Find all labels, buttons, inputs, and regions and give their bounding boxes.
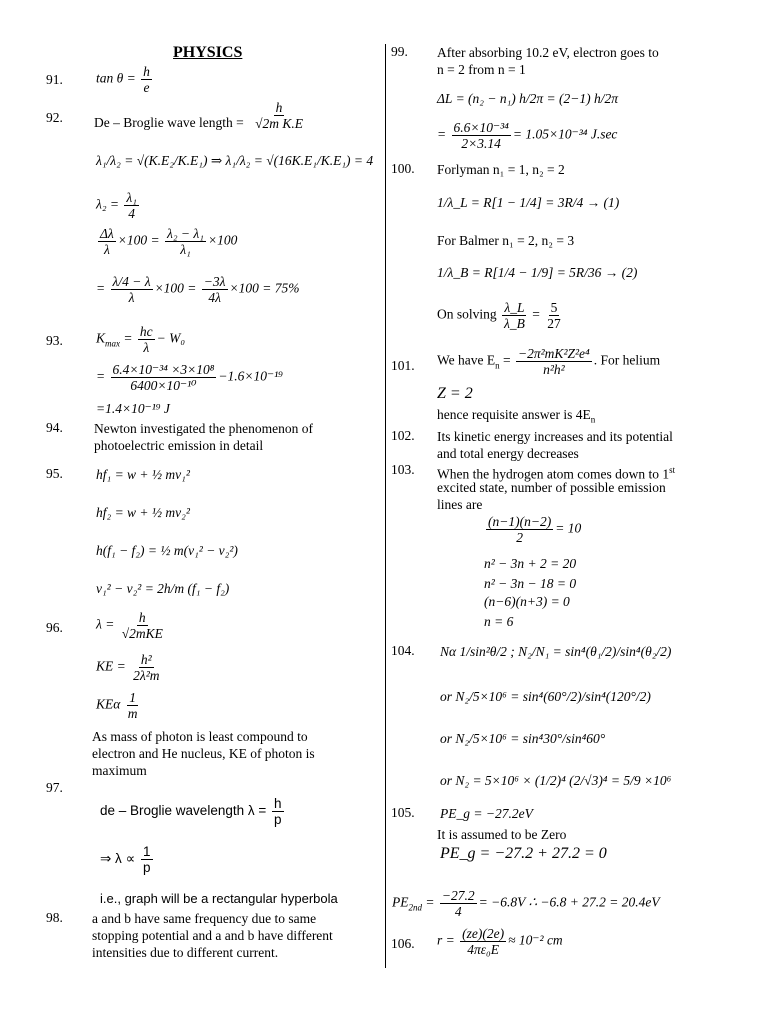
question-number: 105. bbox=[391, 805, 415, 820]
equation: KE = $\frac{\text{h²}}{\text{2λ²m}}$ bbox=[96, 652, 160, 683]
equation: hf₂ = w + ½ mv₂² bbox=[96, 505, 190, 520]
text-line: excited state, number of possible emission bbox=[437, 480, 666, 495]
text-line: When the hydrogen atom comes down to 1st bbox=[437, 465, 676, 482]
text-line: Its kinetic energy increases and its potential bbox=[437, 429, 673, 444]
text-line: and total energy decreases bbox=[437, 446, 579, 461]
equation: λ₂ = $\frac{\text{λ₁}}{4}$ bbox=[96, 190, 137, 221]
page-title: PHYSICS bbox=[173, 44, 243, 61]
equation: PE_g = −27.2eV bbox=[440, 806, 533, 821]
equation: 1/λ_B = R[1/4 − 1/9] = 5R/36 → (2) bbox=[437, 265, 638, 280]
text-line: As mass of photon is least compound to bbox=[92, 729, 308, 744]
equation: =1.4×10⁻¹⁹ J bbox=[96, 401, 170, 416]
equation: λ = $\frac{h}{\text{√2mKE}}$ bbox=[96, 610, 163, 641]
equation: v₁² − v₂² = 2h/m (f₁ − f₂) bbox=[96, 581, 230, 596]
text-line: a and b have same frequency due to same bbox=[92, 911, 317, 926]
text-line: i.e., graph will be a rectangular hyperbola bbox=[100, 891, 338, 906]
question-number: 94. bbox=[46, 420, 63, 435]
equation: PE_g = −27.2 + 27.2 = 0 bbox=[440, 845, 607, 862]
text-line: maximum bbox=[92, 763, 147, 778]
equation: $\frac{(n-1)(n-2)}{2}$ = 10 bbox=[488, 514, 582, 545]
question-number: 100. bbox=[391, 161, 415, 176]
equation: Nα 1/sin²θ/2 ; N₂/N₁ = sin⁴(θ₁/2)/sin⁴(θ₂/2) bbox=[440, 644, 672, 659]
question-number: 97. bbox=[46, 780, 63, 795]
equation: = $\frac{\text{6.4×10⁻³⁴ ×3×10⁸}}{\text{6400×10⁻¹⁰}}$ −1.6×10⁻¹⁹ bbox=[96, 362, 283, 393]
equation: ΔL = (n₂ − n₁) h/2π = (2−1) h/2π bbox=[437, 91, 619, 106]
equation: h(f₁ − f₂) = ½ m(v₁² − v₂²) bbox=[96, 543, 238, 558]
equation: $\frac{\Delta\lambda}{\lambda}$ ×100 = $\frac{\text{λ₂ − λ₁}}{\text{λ₁}}$ ×100 bbox=[100, 226, 238, 257]
equation: ⇒ λ ∝ $\frac{1}{p}$ bbox=[100, 844, 151, 875]
equation: n² − 3n − 18 = 0 bbox=[484, 576, 577, 591]
text-line: stopping potential and a and b have different bbox=[92, 928, 333, 943]
text-line: intensities due to different current. bbox=[92, 945, 279, 960]
equation: r = $\frac{(ze)(2e)}{\text{4πε₀E}}$ ≈ 10⁻² cm bbox=[437, 926, 563, 957]
equation: = $\frac{\lambda/4 - \lambda}{\lambda}$ ×100 = $\frac{-3\lambda}{4\lambda}$ ×100 = 75% bbox=[96, 274, 300, 305]
equation: We have $E_n$ = $\frac{\text{−2π²mK²Z²e⁴}}{\text{n²h²}}$ . For helium bbox=[437, 346, 661, 377]
equation: KEα $\frac{1}{m}$ bbox=[96, 690, 138, 721]
equation: De – Broglie wave length = $\frac{h}{\text{√2m K.E}}$ bbox=[94, 100, 303, 131]
equation: tan θ = $\frac{h}{e}$ bbox=[96, 64, 150, 95]
column-divider bbox=[385, 44, 386, 968]
question-number: 101. bbox=[391, 358, 415, 373]
text-line: It is assumed to be Zero bbox=[437, 827, 567, 842]
question-number: 98. bbox=[46, 910, 63, 925]
equation: hf₁ = w + ½ mv₁² bbox=[96, 467, 190, 482]
equation: $PE_{2nd}$ = $\frac{-27.2}{4}$ = −6.8V ∴ −6.8 + 27.2 = 20.4eV bbox=[392, 888, 660, 919]
question-number: 95. bbox=[46, 466, 63, 481]
text-line: For Balmer n₁ = 2, n₂ = 3 bbox=[437, 233, 575, 248]
question-number: 104. bbox=[391, 643, 415, 658]
equation: (n−6)(n+3) = 0 bbox=[484, 594, 570, 609]
text-line: hence requisite answer is $4E_n$ bbox=[437, 407, 596, 425]
equation: de – Broglie wavelength λ = $\frac{h}{p}$ bbox=[100, 796, 282, 827]
question-number: 102. bbox=[391, 428, 415, 443]
equation: $K_{max}$ = $\frac{hc}{\lambda}$ − W₀ bbox=[96, 324, 186, 355]
equation: Z = 2 bbox=[437, 385, 473, 402]
question-number: 91. bbox=[46, 72, 63, 87]
equation: n² − 3n + 2 = 20 bbox=[484, 556, 577, 571]
equation: 1/λ_L = R[1 − 1/4] = 3R/4 → (1) bbox=[437, 195, 620, 210]
equation: or N₂/5×10⁶ = sin⁴30°/sin⁴60° bbox=[440, 731, 606, 746]
text-line: Forlyman n₁ = 1, n₂ = 2 bbox=[437, 162, 565, 177]
text-line: Newton investigated the phenomenon of bbox=[94, 421, 313, 436]
question-number: 93. bbox=[46, 333, 63, 348]
equation: n = 6 bbox=[484, 614, 514, 629]
text-line: n = 2 from n = 1 bbox=[437, 62, 526, 77]
question-number: 92. bbox=[46, 110, 63, 125]
equation: On solving $\frac{\lambda\_L}{\lambda\_B}$ = $\frac{5}{27}$ bbox=[437, 300, 561, 331]
text-line: electron and He nucleus, KE of photon is bbox=[92, 746, 315, 761]
question-number: 96. bbox=[46, 620, 63, 635]
text-line: After absorbing 10.2 eV, electron goes to bbox=[437, 45, 659, 60]
text-line: photoelectric emission in detail bbox=[94, 438, 264, 453]
equation: λ₁/λ₂ = √(K.E₂/K.E₁) ⇒ λ₁/λ₂ = √(16K.E₁/K.E₁) = 4 bbox=[96, 153, 374, 168]
equation: or N₂ = 5×10⁶ × (1/2)⁴ (2/√3)⁴ = 5/9 ×10⁶ bbox=[440, 773, 672, 788]
question-number: 106. bbox=[391, 936, 415, 951]
question-number: 99. bbox=[391, 44, 408, 59]
question-number: 103. bbox=[391, 462, 415, 477]
equation: or N₂/5×10⁶ = sin⁴(60°/2)/sin⁴(120°/2) bbox=[440, 689, 651, 704]
equation: = $\frac{\text{6.6×10⁻³⁴}}{2\times 3.14}$ = 1.05×10⁻³⁴ J.sec bbox=[437, 120, 618, 151]
text-line: lines are bbox=[437, 497, 483, 512]
